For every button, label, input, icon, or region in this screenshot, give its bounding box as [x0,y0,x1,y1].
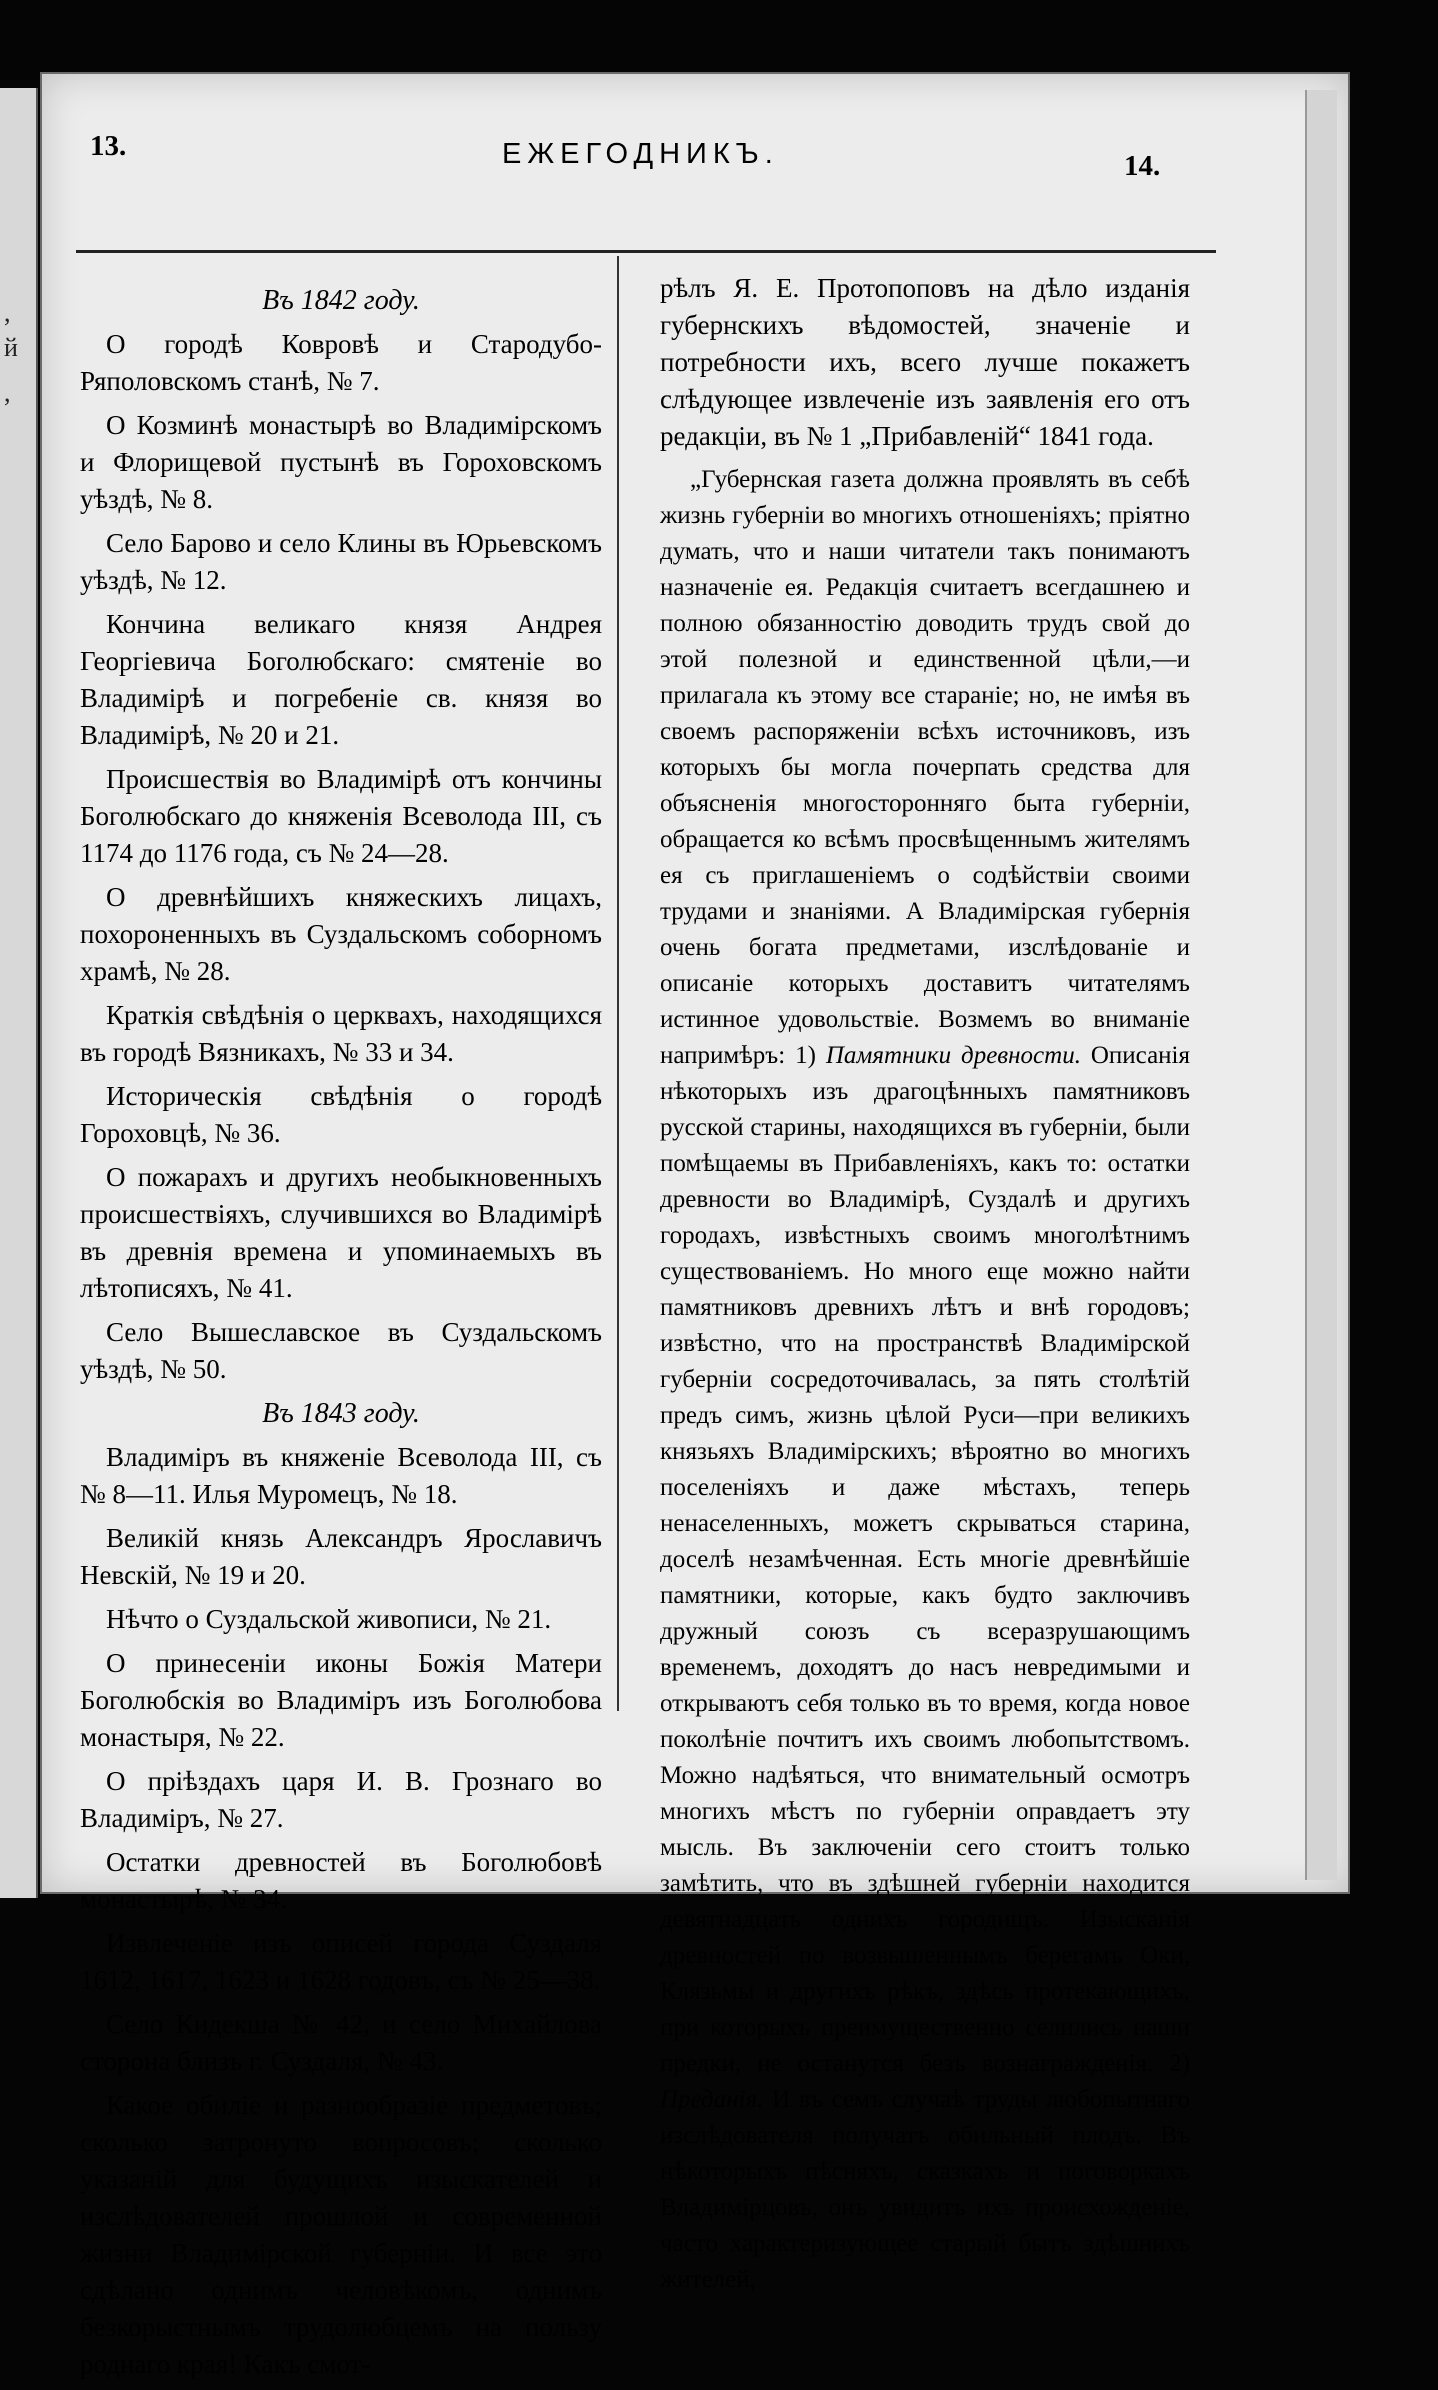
list-item: Происшествія во Владимірѣ отъ кончины Боголюбскаго до княженія Всеволода III, съ 1174 до 1176 года, съ № 24—28. [80,764,602,868]
header-rule [76,250,1216,253]
column-divider [617,256,619,1711]
list-item: Владиміръ въ княженіе Всеволода III, съ № 8—11. Илья Муромецъ, № 18. [80,1442,602,1509]
list-item: Историческія свѣдѣнія о городѣ Гороховцѣ, № 36. [80,1081,602,1148]
quote-text: Описанія нѣкоторыхъ изъ драгоцѣнныхъ памятниковъ русской старины, находящихся въ губерніи, были помѣщаемы въ Прибавленіяхъ, какъ то: остатки древности во Владимірѣ, Суздалѣ и другихъ городахъ, извѣстныхъ своимъ многолѣтнимъ существованіемъ. Но много еще можно найти памятниковъ древнихъ лѣтъ и внѣ городовъ; извѣстно, что на пространствѣ Владимірской губерніи сосредоточивалась, за пять столѣтій предъ симъ, жизнь цѣлой Руси—при великихъ князьяхъ Владимірскихъ; вѣроятно во многихъ поселеніяхъ и даже мѣстахъ, теперь ненаселенныхъ, можетъ скрываться старина, доселѣ незамѣченная. Есть многіе древнѣйшіе памятники, которые, какъ будто заключивъ дружный союзъ съ всеразрушающимъ временемъ, доходятъ до насъ невредимыми и открываютъ себя только въ то время, когда новое поколѣніе почтитъ ихъ своимъ любопытствомъ. Можно надѣяться, что внимательный осмотръ многихъ мѣстъ по губерніи оправдаетъ эту мысль. Въ заключеніи сего стоитъ только замѣтить, что въ здѣшней губерніи находится девятнадцать однихъ городищъ. Изысканія древностей по возвышеннымъ берегамъ Оки, Клязьмы и другихъ рѣкъ, здѣсь протекающихъ, при которыхъ преимущественно селились наши предки, не останутся безъ вознагражденія. 2) [660,1042,1191,2077]
list-item: О принесеніи иконы Божія Матери Боголюбскія во Владиміръ изъ Боголюбова монастыря, № 22. [80,1648,602,1752]
right-column [660,270,1190,2305]
list-item: Извлеченіе изъ описей города Суздаля 1612, 1617, 1623 и 1628 годовъ, съ № 25—38. [80,1928,602,1995]
quoted-announcement [660,462,1190,2298]
list-item: Кончина великаго князя Андрея Георгіевича Боголюбскаго: смятеніе во Владимірѣ и погребеніе св. князя во Владимірѣ, № 20 и 21. [80,609,602,750]
year-heading-1843: Въ 1843 году. [262,1398,420,1429]
right-page-number: 14. [1124,150,1161,182]
left-page-number: 13. [90,130,127,162]
list-item: Краткія свѣдѣнія о церквахъ, находящихся въ городѣ Вязникахъ, № 33 и 34. [80,1000,602,1067]
closing-paragraph: Какое обиліе и разнообразіе предметовъ; сколько затронуто вопросовъ; сколько указаній для будущихъ изыскателей и изслѣдователей прошлой и современной жизни Владимірской губерніи. И все это сдѣлано однимъ человѣкомъ, однимъ безкорыстнымъ трудолюбцемъ на пользу роднаго края! Какъ смот- [80,2090,602,2379]
list-item: О пожарахъ и другихъ необыкновенныхъ происшествіяхъ, случившихся во Владимірѣ въ древнія времена и упоминаемыхъ въ лѣтописяхъ, № 41. [80,1162,602,1303]
edge-glyph: й [4,333,18,362]
list-item: О городѣ Ковровѣ и Стародубо-Ряполовскомъ станѣ, № 7. [80,329,602,396]
list-item: Великій князь Александръ Ярославичъ Невскій, № 19 и 20. [80,1523,602,1590]
edge-glyph: , [4,378,11,407]
list-item: Остатки древностей въ Боголюбовѣ монастырѣ, № 34. [80,1847,602,1914]
list-item: Нѣчто о Суздальской живописи, № 21. [106,1604,552,1634]
list-item: Село Барово и село Клины въ Юрьевскомъ уѣздѣ, № 12. [80,528,602,595]
list-item: О Козминѣ монастырѣ во Владимірскомъ и Флорищевой пустынѣ въ Гороховскомъ уѣздѣ, № 8. [80,410,602,514]
year-heading-1842: Въ 1842 году. [262,285,420,316]
quote-italic-term: Преданія. [660,2086,764,2113]
edge-glyph: , [4,298,11,327]
list-item: Село Вышеславское въ Суздальскомъ уѣздѣ, № 50. [80,1317,602,1384]
list-item: О древнѣйшихъ княжескихъ лицахъ, похороненныхъ въ Суздальскомъ соборномъ храмѣ, № 28. [80,882,602,986]
quote-text: И въ семъ случаѣ труды любопытнаго изслѣдователя получатъ обильный плодъ. Въ нѣкоторыхъ пѣсняхъ, сказкахъ и поговоркахъ Владимірцовъ, онъ увидитъ ихъ происхожденіе, часто характеризующее старый бытъ здѣшнихъ жителей, [660,2086,1190,2293]
page-stack-edge [1305,90,1337,1880]
previous-page-edge [0,88,38,1898]
quote-italic-term: Памятники древности. [825,1042,1081,1069]
quote-text: „Губернская газета должна проявлять въ себѣ жизнь губерніи во многихъ отношеніяхъ; пріятно думать, что и наши читатели такъ понимаютъ назначеніе ея. Редакція считаетъ всегдашнею и полною обязанностію доводить трудъ свой до этой полезной и единственной цѣли,—и прилагала къ этому все стараніе; но, не имѣя въ своемъ распоряженіи всѣхъ источниковъ, изъ которыхъ бы могла почерпать средства для объясненія многосторонняго быта губерніи, обращается ко всѣмъ просвѣщеннымъ жителямъ ея съ приглашеніемъ о содѣйствіи своими трудами и знаніями. А Владимірская губернія очень богата предметами, изслѣдованіе и описаніе которыхъ доставитъ читателямъ истинное удовольствіе. Возмемъ во вниманіе напримѣръ: 1) [660,466,1190,1069]
list-item: Село Кидекша № 42, и село Михайлова сторона близъ г. Суздаля, № 43. [80,2009,602,2076]
left-column [80,282,602,2390]
list-item: О пріѣздахъ царя И. В. Грознаго во Владиміръ, № 27. [80,1766,602,1833]
intro-paragraph: рѣлъ Я. Е. Протопоповъ на дѣло изданія губернскихъ вѣдомостей, значеніе и потребности ихъ, всего лучше покажетъ слѣдующее извлеченіе изъ заявленія его отъ редакціи, въ № 1 „Прибавленій“ 1841 года. [660,273,1190,451]
running-title: ЕЖЕГОДНИКЪ. [502,138,779,170]
